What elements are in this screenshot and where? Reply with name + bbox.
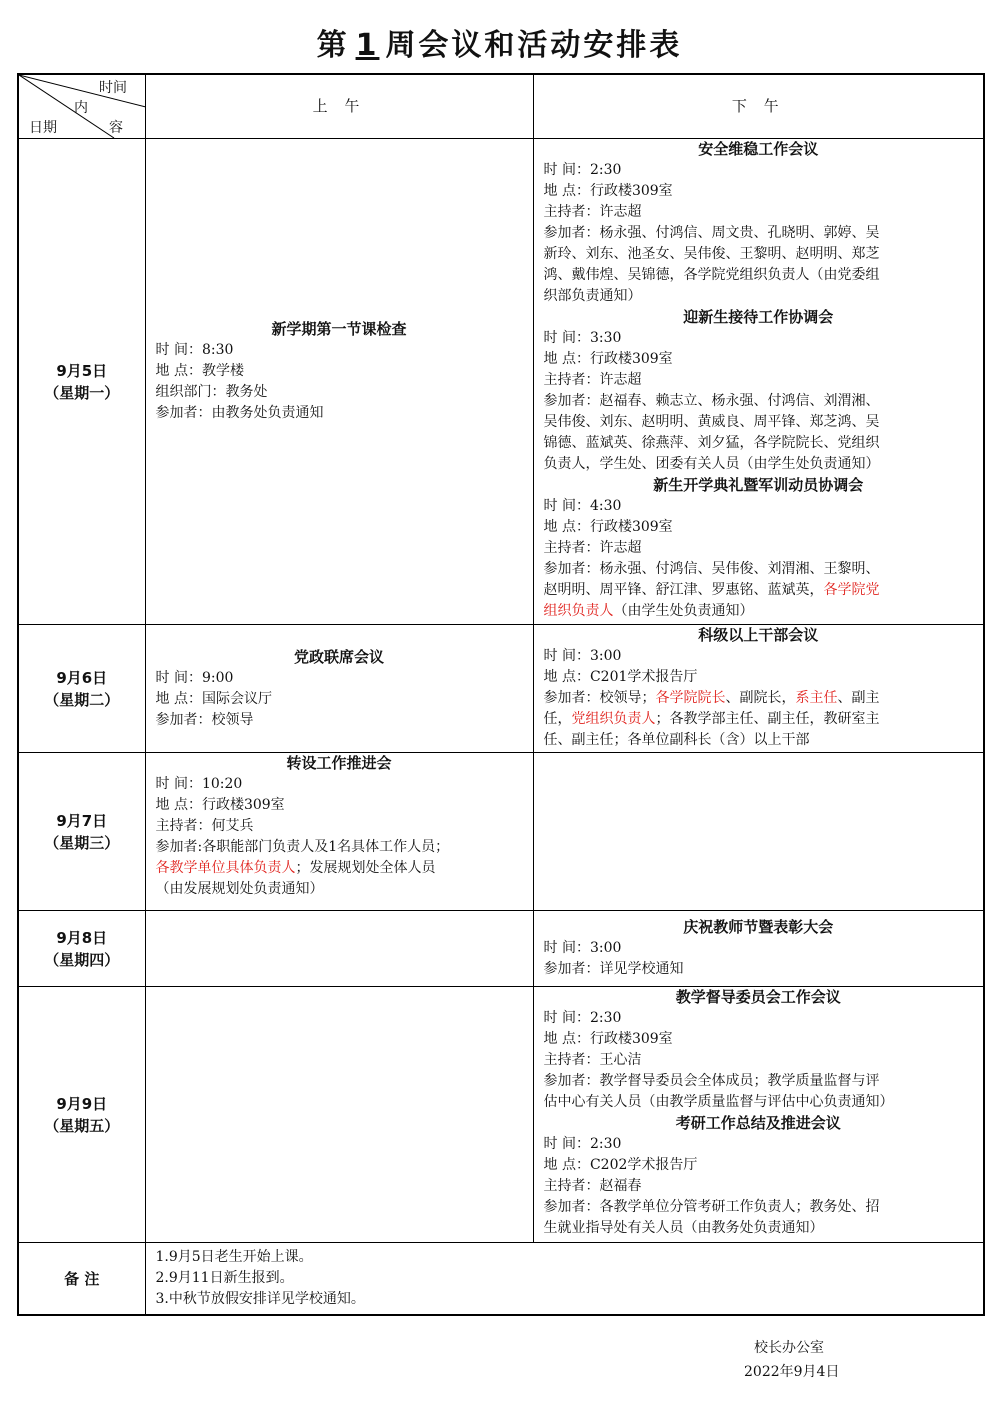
event: [146, 647, 533, 731]
event-line: 参加者：杨永强、付鸿信、周文贵、孔晓明、郭婷、吴: [543, 225, 880, 241]
event: [534, 625, 984, 751]
notes-label: 备 注: [18, 1243, 145, 1316]
event-line: 地 点：行政楼309室: [543, 519, 673, 535]
event-line: 地 点：教学楼: [155, 363, 244, 379]
event-title: 新学期第一节课检查: [271, 320, 407, 338]
event-line: 参加者:各职能部门负责人及1名具体工作人员；: [155, 839, 450, 855]
event-title: 教学督导委员会工作会议: [675, 988, 841, 1006]
row-wednesday: [18, 753, 984, 911]
event-line: 时 间：4:30: [543, 498, 622, 514]
note-item: 1.9月5日老生开始上课。: [155, 1249, 313, 1265]
row-notes: [18, 1243, 984, 1316]
event-line: 锦德、蓝斌英、徐燕萍、刘夕猛，各学院院长、党组织: [543, 435, 880, 451]
event-line: 时 间：3:30: [543, 330, 622, 346]
event: [534, 1113, 984, 1239]
highlight-text: 各教学单位具体负责人: [155, 860, 296, 876]
header-content-label-1: 内: [74, 100, 88, 116]
event-line: 主持者：赵福春: [543, 1178, 642, 1194]
event: [534, 307, 984, 475]
event-line: 时 间：9:00: [155, 669, 234, 686]
event-line: 时 间：3:00: [543, 648, 622, 664]
header-content-label-2: 容: [109, 120, 123, 136]
event-line: 吴伟俊、刘东、赵明明、黄威良、周平锋、郑芝鸿、吴: [543, 414, 880, 430]
page-title: 第 1 周会议和活动安排表: [316, 28, 683, 63]
diagonal-header: [18, 74, 145, 139]
event-line: 参加者：校领导: [155, 711, 254, 728]
highlight-text: 各学院党: [823, 582, 880, 598]
event-line: 估中心有关人员（由教学质量监督与评估中心负责通知）: [543, 1094, 894, 1110]
event-line: 参加者：详见学校通知: [543, 961, 684, 977]
event-line: 地 点：国际会议厅: [155, 690, 272, 707]
date-thursday: 9月8日 （星期四）: [18, 911, 145, 987]
event-line: 地 点：行政楼309室: [543, 183, 673, 199]
tuesday-morning: [145, 625, 533, 753]
schedule-table: [17, 73, 985, 1316]
event-title: 新生开学典礼暨军训动员协调会: [653, 476, 864, 494]
header-time-label: 时间: [99, 80, 127, 96]
event-line: 组织部门：教务处: [155, 384, 268, 400]
event-line: 地 点：行政楼309室: [155, 797, 285, 813]
header-date-label: 日期: [29, 120, 57, 136]
thursday-morning: [145, 911, 533, 987]
event-line: 赵明明、周平锋、舒江津、罗惠铭、蓝斌英，各学院党: [543, 582, 880, 598]
event-line: （由发展规划处负责通知）: [155, 881, 324, 897]
event-line: 参加者：校领导；各学院院长、副院长，系主任、副主: [543, 690, 880, 706]
date-wednesday: 9月7日 （星期三）: [18, 753, 145, 911]
event-line: 参加者：杨永强、付鸿信、吴伟俊、刘渭湘、王黎明、: [543, 561, 880, 577]
event-line: 生就业指导处有关人员（由教务处负责通知）: [543, 1220, 824, 1236]
event-line: 地 点：行政楼309室: [543, 351, 673, 367]
wednesday-afternoon: [533, 753, 984, 911]
event-line: 时 间：8:30: [155, 342, 234, 358]
event-line: 任，党组织负责人；各教学部主任、副主任，教研室主: [543, 711, 880, 727]
event-line: 地 点：C201学术报告厅: [543, 669, 698, 685]
event-line: 主持者：何艾兵: [155, 818, 254, 834]
event-line: 主持者：许志超: [543, 372, 642, 388]
event-line: 时 间：3:00: [543, 940, 622, 956]
event-line: 新玲、刘东、池圣女、吴伟俊、王黎明、赵明明、郑芝: [543, 246, 880, 262]
monday-morning: [145, 139, 533, 625]
tuesday-afternoon: [533, 625, 984, 753]
highlight-text: 组织负责人: [543, 603, 614, 619]
event-line: 时 间：2:30: [543, 1136, 622, 1152]
highlight-text: 系主任: [795, 690, 838, 706]
event-line: 时 间：10:20: [155, 776, 243, 792]
note-item: 2.9月11日新生报到。: [155, 1270, 294, 1286]
event-line: 主持者：王心洁: [543, 1052, 642, 1068]
header-row: [18, 74, 984, 139]
date-friday: 9月9日 （星期五）: [18, 987, 145, 1243]
monday-afternoon: [533, 139, 984, 625]
notes-list: [146, 1243, 984, 1314]
event-line: 织部负责通知）: [543, 288, 642, 304]
event-title: 考研工作总结及推进会议: [675, 1114, 841, 1132]
wednesday-morning: [145, 753, 533, 911]
date-tuesday: 9月6日 （星期二）: [18, 625, 145, 753]
event-line: 鸿、戴伟煌、吴锦德，各学院党组织负责人（由党委组: [543, 267, 880, 283]
event-title: 安全维稳工作会议: [698, 140, 819, 158]
event: [534, 987, 984, 1113]
header-afternoon: 下 午: [533, 74, 984, 139]
thursday-afternoon: [533, 911, 984, 987]
highlight-text: 各学院院长: [655, 690, 726, 706]
event-line: 任、副主任；各单位副科长（含）以上干部: [543, 732, 810, 748]
event-line: 各教学单位具体负责人；发展规划处全体人员: [155, 860, 436, 876]
event-line: 负责人，学生处、团委有关人员（由学生处负责通知）: [543, 456, 880, 472]
event: [534, 139, 984, 307]
event-line: 参加者：教学督导委员会全体成员；教学质量监督与评: [543, 1073, 880, 1089]
highlight-text: 党组织负责人: [571, 711, 656, 727]
note-item: 3.中秋节放假安排详见学校通知。: [155, 1291, 365, 1307]
event-line: 主持者：许志超: [543, 204, 642, 220]
row-friday: [18, 987, 984, 1243]
event-title: 转设工作推进会: [286, 754, 392, 772]
row-thursday: [18, 911, 984, 987]
event: [146, 753, 533, 900]
event-line: 参加者：由教务处负责通知: [155, 405, 324, 421]
event-title: 庆祝教师节暨表彰大会: [683, 918, 834, 936]
row-tuesday: [18, 625, 984, 753]
header-morning: 上 午: [145, 74, 533, 139]
event-line: 地 点：行政楼309室: [543, 1031, 673, 1047]
event-line: 地 点：C202学术报告厅: [543, 1157, 698, 1173]
event-line: 时 间：2:30: [543, 162, 622, 178]
notes-cell: [145, 1243, 984, 1316]
event-line: 主持者：许志超: [543, 540, 642, 556]
event-line: 参加者：赵福春、赖志立、杨永强、付鸿信、刘渭湘、: [543, 393, 880, 409]
event-title: 党政联席会议: [293, 647, 384, 666]
date-monday: 9月5日 （星期一）: [18, 139, 145, 625]
event-line: 时 间：2:30: [543, 1010, 622, 1026]
friday-afternoon: [533, 987, 984, 1243]
friday-morning: [145, 987, 533, 1243]
row-monday: [18, 139, 984, 625]
event-line: 组织负责人（由学生处负责通知）: [543, 603, 754, 619]
footer-office: 校长办公室: [754, 1340, 824, 1356]
event-title: 迎新生接待工作协调会: [683, 308, 834, 326]
event: [146, 319, 533, 424]
event: [534, 917, 984, 980]
footer-date: 2022年9月4日: [744, 1364, 840, 1380]
event-title: 科级以上干部会议: [698, 626, 819, 644]
event-line: 参加者：各教学单位分管考研工作负责人；教务处、招: [543, 1199, 880, 1215]
event: [534, 475, 984, 622]
